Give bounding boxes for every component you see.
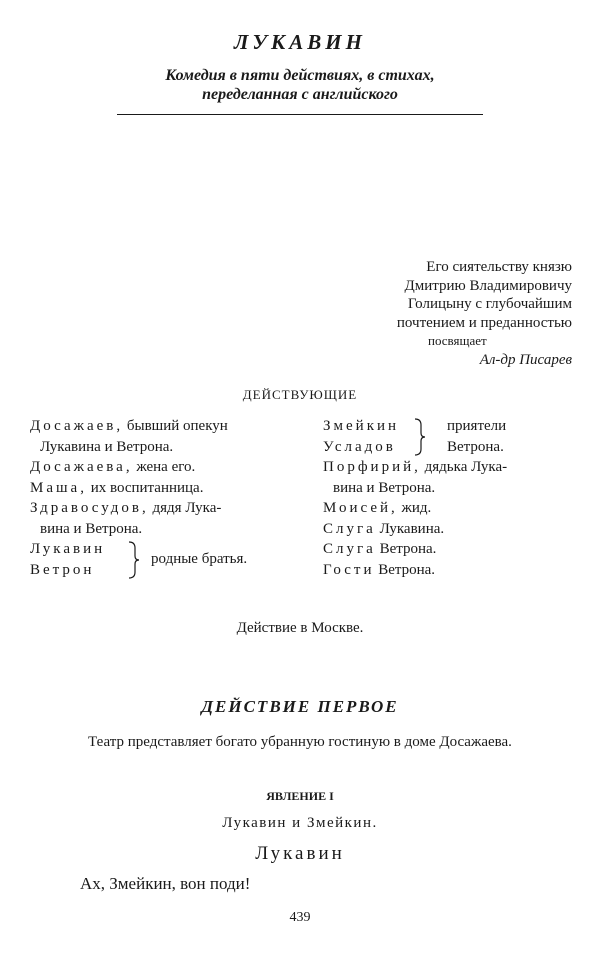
act-title: ДЕЙСТВИЕ ПЕРВОЕ: [201, 697, 399, 716]
cast-entry-masha: [30, 478, 290, 499]
character-description: жена его.: [136, 459, 196, 475]
scene-title: ЯВЛЕНИЕ I: [266, 789, 334, 803]
character-name: Моисей,: [323, 500, 398, 516]
character-name: Порфирий,: [323, 459, 421, 475]
character-name: Маша,: [30, 479, 87, 496]
character-description: родные братья.: [151, 551, 248, 567]
cast-entry-guests: [323, 560, 583, 581]
character-name: Досажаева,: [30, 459, 133, 475]
page-number: 439: [289, 910, 311, 925]
character-name: Лукавин: [30, 541, 106, 557]
stage-direction: Театр представляет богато убранную гостиную в доме Досажаева.: [88, 734, 512, 750]
character-description: Ветрона.: [378, 561, 436, 578]
cast-entry-zdravosudov: [30, 498, 290, 519]
character-name: Усладов: [323, 438, 396, 455]
right-brace-icon: [413, 418, 427, 456]
subtitle-line-2: переделанная с английского: [202, 86, 398, 103]
character-name: Слуга: [323, 541, 376, 557]
dedication-line: Дмитрию Владимировичу: [404, 277, 572, 294]
dedication-line: Голицыну с глубочайшим: [407, 296, 572, 312]
character-description: дядька Лука-: [424, 459, 508, 475]
character-description-cont: вина и Ветрона.: [333, 479, 436, 496]
title-divider: [117, 114, 483, 115]
cast-right-column: [323, 416, 583, 580]
cast-entry-dosazhaev: [30, 416, 290, 437]
scene-characters: Лукавин и Змейкин.: [222, 815, 378, 831]
character-name: Здравосудов,: [30, 500, 149, 516]
cast-heading: ДЕЙСТВУЮЩИЕ: [242, 387, 358, 402]
character-description-cont: вина и Ветрона.: [40, 520, 143, 537]
cast-entry-servant-vetron: [323, 539, 583, 560]
character-name: Слуга: [323, 520, 376, 537]
character-name: Гости: [323, 561, 375, 578]
right-brace-icon: [127, 541, 141, 579]
cast-entry-dosazhaeva: [30, 457, 290, 478]
character-description: бывший опекун: [126, 418, 228, 434]
cast-left-column: [30, 416, 290, 580]
character-description: приятели: [447, 418, 507, 434]
dedication-line: Его сиятельству князю: [426, 259, 572, 275]
setting-note: Действие в Москве.: [236, 620, 364, 636]
character-name: Досажаев,: [30, 418, 124, 434]
character-description: жид.: [401, 500, 432, 516]
character-description: Ветрона.: [447, 438, 504, 455]
character-description: дядя Лука-: [152, 500, 222, 516]
character-name: Ветрон: [30, 561, 95, 578]
play-subtitle: [0, 66, 600, 104]
brace-names: [323, 416, 399, 457]
cast-entry-servant-lukavin: [323, 519, 583, 540]
speaker-name: Лукавин: [255, 843, 345, 864]
character-name: Змейкин: [323, 418, 400, 434]
character-description-cont: Лукавина и Ветрона.: [40, 438, 174, 455]
cast-entry-brothers: [30, 539, 290, 580]
dedication: [340, 258, 572, 369]
cast-entry-moisey: [323, 498, 583, 519]
play-title: ЛУКАВИН: [234, 30, 366, 54]
verse-line: Ах, Змейкин, вон поди!: [80, 874, 251, 893]
brace-names: [30, 539, 105, 580]
cast-entry-friends: [323, 416, 583, 457]
subtitle-line-1: Комедия в пяти действиях, в стихах,: [165, 67, 435, 84]
dedication-verb: посвящает: [428, 333, 487, 348]
character-description: их воспитанница.: [90, 479, 204, 496]
character-description: Лукавина.: [379, 520, 445, 537]
cast-entry-porfiry: [323, 457, 583, 478]
character-description: Ветрона.: [379, 541, 437, 557]
dedication-signature: Ал-др Писарев: [479, 351, 572, 368]
dedication-line: почтением и преданностью: [396, 314, 572, 331]
